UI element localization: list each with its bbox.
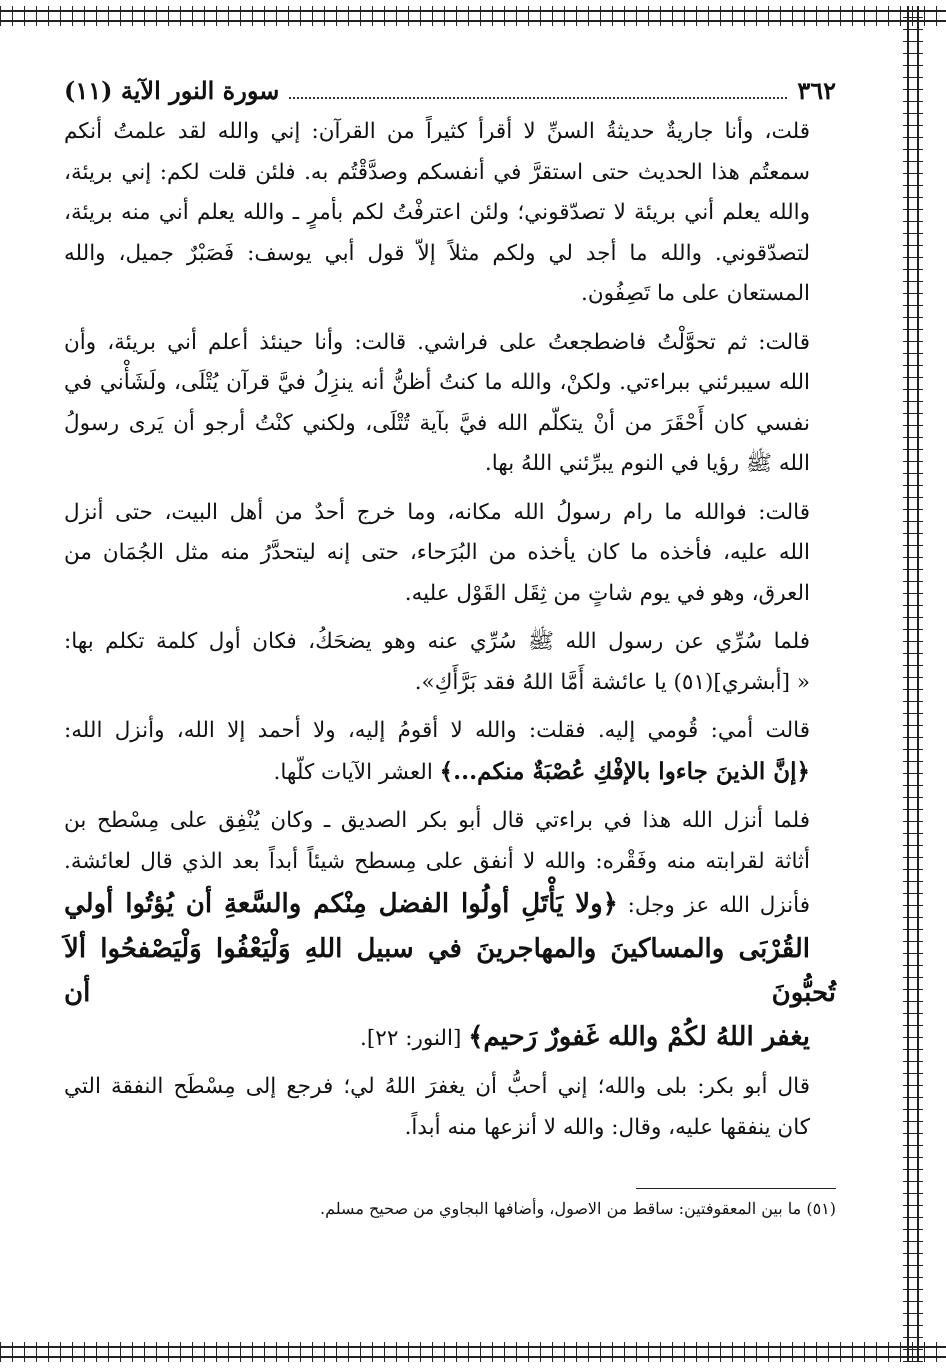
decorative-border-right: [903, 6, 923, 1362]
header-dot-leader: [289, 97, 787, 99]
text-line: [64, 882, 836, 927]
verse-intro: فأنزل الله عز وجل:: [627, 893, 810, 918]
text-line: قالت: فوالله ما رام رسولُ الله مكانه، وما خرج أحدٌ من أهل البيت، حتى أنزل: [64, 499, 810, 525]
footnote-divider: [636, 1188, 836, 1189]
page-number: ٣٦٢: [797, 76, 836, 105]
decorative-border-bottom: [0, 1342, 946, 1362]
running-title: سورة النور الآية (١١): [64, 76, 280, 105]
text-line: [64, 752, 836, 794]
paragraph-6: [64, 801, 836, 1059]
decorative-border-top: [0, 6, 946, 26]
paragraph-3: [64, 493, 836, 615]
text-line: قالت أمي: قُومي إليه. فقلت: والله لا أقومُ إليه، ولا أحمد إلا الله، وأنزل الله:: [64, 718, 810, 743]
text-line: والله يعلم أني بريئة لا تصدّقوني؛ ولئن اعترفْتُ لكم بأمرٍ ـ والله يعلم أني منه بريئة،: [64, 200, 810, 225]
text-line: فلما سُرِّي عن رسول الله ﷺ سُرِّي عنه وهو يضحَكُ، فكان أول كلمة تكلم بها:: [64, 629, 810, 654]
paragraph-5: [64, 711, 836, 793]
quran-verse-line: ﴿ولا يَأْتَلِ أولُوا الفضل مِنْكم والسَّعةِ أن يُؤتُوا أولي: [64, 889, 618, 919]
text-line: الله ﷺ رؤيا في النوم يبرِّئني اللهُ بها.: [484, 451, 810, 476]
text-line: لتصدّقوني. والله ما أجد لي ولكم مثلاً إلاّ قول أبي يوسف: فَصَبْرٌ جميل، والله: [64, 240, 810, 266]
text-line: قلت، وأنا جاريةٌ حديثةُ السنِّ لا أقرأ كثيراً من القرآن: إني والله لقد علمتُ أنكم: [64, 119, 810, 144]
text-line: نفسي كان أَحْقَرَ من أنْ يتكلّم الله فيَّ بآية تُتْلَى، ولكني كنْتُ أرجو أن يَرى رسولُ: [64, 410, 810, 436]
paragraph-1: [64, 112, 836, 315]
footnote-text: ما بين المعقوفتين: ساقط من الاصول، وأضافها البجاوي من صحيح مسلم.: [320, 1199, 802, 1218]
page-header: [64, 76, 836, 112]
text-line: كان ينفقها عليه، وقال: والله لا أنزعها منه أبداً.: [404, 1114, 810, 1140]
verse-reference: [النور: ٢٢].: [360, 1025, 462, 1051]
footnote-number: (٥١): [806, 1199, 836, 1218]
text-line: الله عليه، فأخذه ما كان يأخذه من البُرَحاء، حتى إنه ليتحدَّرُ منه مثل الجُمَان من: [64, 540, 810, 565]
text-line: المستعان على ما تَصِفُون.: [580, 281, 810, 306]
quran-verse-line: القُرْبَى والمساكينَ والمهاجرينَ في سبيل اللهِ وَلْيَعْفُوا وَلْيَصْفحُوا ألاَ تُحبُّونَ أن: [64, 933, 836, 1008]
text-line: [64, 1015, 836, 1060]
text-line: قالت: ثم تحوَّلْتُ فاضطجعتُ على فراشي. قالت: وأنا حينئذ أعلم أني بريئة، وأن: [64, 329, 810, 355]
quote-tail: العشر الآيات كلّها.: [273, 759, 433, 785]
text-line: أثاثة لقرابته منه وفَقْره: والله لا أنفق على مِسطح شيئاً أبداً بعد الذي قال لعائشة.: [64, 848, 810, 874]
paragraph-4: [64, 622, 836, 703]
text-line: العرق، وهو في يوم شاتٍ من ثِقَل القَوْل عليه.: [404, 580, 810, 606]
text-line: سمعتُم هذا الحديث حتى استقرَّ في أنفسكم وصدَّقْتُم به. فلئن قلت لكم: إني بريئة،: [64, 159, 810, 185]
text-line: الله سيبرئني ببراءتي. ولكنْ، والله ما كنتُ أظنُّ أنه ينزِلُ فيَّ قرآن يُتْلَى، ولَشَأْني في: [64, 370, 810, 395]
paragraph-2: [64, 323, 836, 485]
quran-verse-line: يغفر اللهُ لكُمْ والله غَفورٌ رَحيم﴾: [468, 1021, 810, 1052]
text-line: فلما أنزل الله هذا في براءتي قال أبو بكر الصديق ـ وكان يُنْفِق على مِسْطح بن: [64, 808, 810, 833]
quran-quote: ﴿إنَّ الذينَ جاءوا بالإفْكِ عُصْبَةٌ منكم...﴾: [439, 757, 810, 785]
page-body: [64, 76, 836, 1221]
paragraph-7: [64, 1067, 836, 1148]
text-line: « [أبشري](٥١) يا عائشة أَمَّا اللهُ فقد بَرَّأَكِ».: [414, 669, 810, 695]
footnote: [64, 1197, 836, 1221]
text-line: قال أبو بكر: بلى والله؛ إني أحبُّ أن يغفرَ اللهُ لي؛ فرجع إلى مِسْطَح النفقة التي: [64, 1074, 810, 1099]
